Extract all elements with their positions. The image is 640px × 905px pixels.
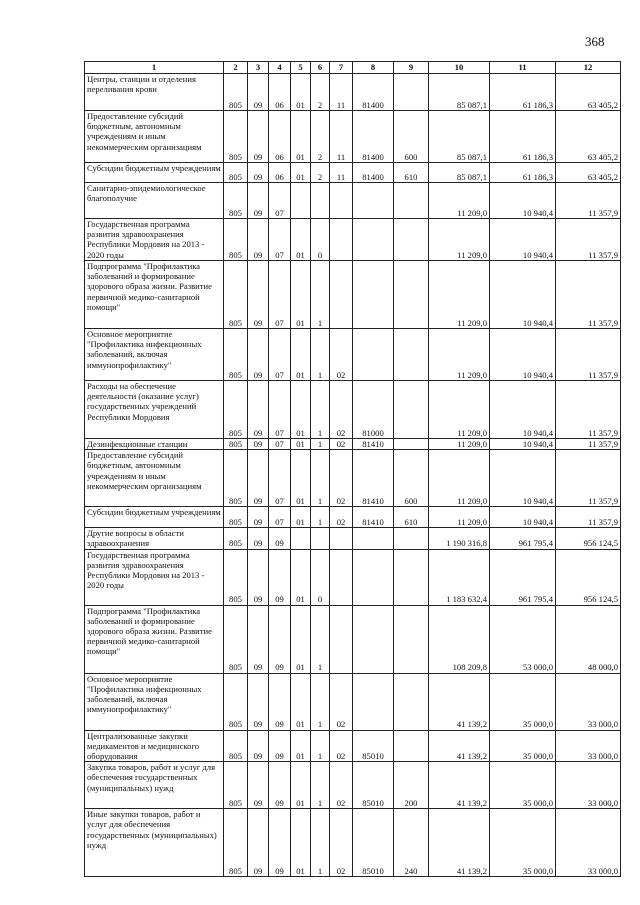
row-amount: 41 139,2 [429, 809, 490, 877]
row-name: Центры, станции и отделения переливания крови [85, 74, 224, 111]
table-row [85, 439, 621, 450]
row-amount: 48 000,0 [556, 605, 621, 673]
row-amount: 41 139,2 [429, 673, 490, 730]
table-row [85, 450, 621, 507]
row-code: 01 [291, 163, 311, 183]
row-amount: 63 405,2 [556, 111, 621, 163]
table-row [85, 528, 621, 549]
row-code: 805 [224, 528, 248, 549]
row-code: 09 [248, 381, 269, 439]
row-code: 01 [291, 809, 311, 877]
row-code [330, 528, 353, 549]
row-code: 09 [248, 762, 269, 809]
row-code [394, 549, 429, 605]
row-code [291, 183, 311, 219]
row-code: 06 [269, 111, 291, 163]
row-code: 805 [224, 673, 248, 730]
row-code [353, 528, 394, 549]
row-code: 07 [269, 507, 291, 528]
row-code: 1 [311, 450, 330, 507]
row-code: 805 [224, 183, 248, 219]
row-code: 07 [269, 261, 291, 329]
row-code [291, 528, 311, 549]
row-code: 1 [311, 507, 330, 528]
table-row [85, 381, 621, 439]
row-name: Иные закупки товаров, работ и услуг для обеспечения государственных (муниципальных) нужд [85, 809, 224, 877]
row-code: 1 [311, 381, 330, 439]
row-code: 01 [291, 605, 311, 673]
row-amount: 35 000,0 [490, 809, 556, 877]
column-header: 2 [224, 62, 248, 74]
row-code: 805 [224, 809, 248, 877]
row-code: 02 [330, 507, 353, 528]
row-amount: 61 186,3 [490, 111, 556, 163]
row-code: 85010 [353, 809, 394, 877]
row-code [394, 261, 429, 329]
row-code: 81000 [353, 381, 394, 439]
column-header: 12 [556, 62, 621, 74]
table-row [85, 507, 621, 528]
row-code: 600 [394, 111, 429, 163]
column-header: 8 [353, 62, 394, 74]
row-code: 81410 [353, 439, 394, 450]
row-code: 200 [394, 762, 429, 809]
row-code: 09 [248, 163, 269, 183]
row-code [394, 605, 429, 673]
row-amount: 961 795,4 [490, 528, 556, 549]
row-amount: 10 940,4 [490, 219, 556, 261]
row-code: 01 [291, 730, 311, 762]
row-code [353, 219, 394, 261]
row-name: Субсидии бюджетным учреждениям [85, 507, 224, 528]
row-code: 09 [248, 329, 269, 381]
row-code: 07 [269, 439, 291, 450]
column-header: 6 [311, 62, 330, 74]
row-amount: 11 209,0 [429, 183, 490, 219]
row-amount: 61 186,3 [490, 74, 556, 111]
row-amount: 11 357,9 [556, 450, 621, 507]
row-code: 01 [291, 450, 311, 507]
table-row [85, 74, 621, 111]
row-amount: 11 357,9 [556, 507, 621, 528]
row-code: 805 [224, 439, 248, 450]
row-code: 240 [394, 809, 429, 877]
row-code [353, 605, 394, 673]
page-number: 368 [585, 34, 605, 49]
row-code: 01 [291, 439, 311, 450]
table-row [85, 605, 621, 673]
row-code [394, 329, 429, 381]
row-amount: 1 183 632,4 [429, 549, 490, 605]
row-code: 02 [330, 329, 353, 381]
row-amount: 35 000,0 [490, 673, 556, 730]
row-code: 1 [311, 439, 330, 450]
row-amount: 10 940,4 [490, 329, 556, 381]
row-code: 1 [311, 329, 330, 381]
row-code [353, 261, 394, 329]
row-amount: 53 000,0 [490, 605, 556, 673]
row-code: 07 [269, 219, 291, 261]
row-code: 2 [311, 111, 330, 163]
row-amount: 85 087,1 [429, 163, 490, 183]
row-amount: 11 209,0 [429, 381, 490, 439]
row-code: 1 [311, 762, 330, 809]
row-amount: 11 357,9 [556, 439, 621, 450]
row-code: 1 [311, 730, 330, 762]
row-code: 09 [248, 730, 269, 762]
table-row [85, 762, 621, 809]
row-amount: 41 139,2 [429, 730, 490, 762]
row-code [353, 549, 394, 605]
row-amount: 35 000,0 [490, 730, 556, 762]
row-code: 805 [224, 450, 248, 507]
row-code: 11 [330, 163, 353, 183]
row-code [330, 183, 353, 219]
row-code [330, 261, 353, 329]
row-code: 01 [291, 762, 311, 809]
row-amount: 33 000,0 [556, 673, 621, 730]
row-amount: 1 190 316,8 [429, 528, 490, 549]
row-code: 07 [269, 450, 291, 507]
row-name: Государственная программа развития здравоохранения Республики Мордовия на 2013 - 2020 годы [85, 219, 224, 261]
row-code: 600 [394, 450, 429, 507]
row-code: 09 [248, 809, 269, 877]
column-header: 1 [85, 62, 224, 74]
row-name: Предоставление субсидий бюджетным, автономным учреждениям и иным некоммерческим организациям [85, 111, 224, 163]
row-name: Основное мероприятие "Профилактика инфекционных заболеваний, включая иммунопрофилактику" [85, 329, 224, 381]
row-code: 805 [224, 219, 248, 261]
row-amount: 11 209,0 [429, 439, 490, 450]
row-code: 85010 [353, 730, 394, 762]
row-amount: 85 087,1 [429, 111, 490, 163]
row-name: Основное мероприятие "Профилактика инфекционных заболеваний, включая иммунопрофилактику" [85, 673, 224, 730]
row-code: 01 [291, 673, 311, 730]
row-code: 81400 [353, 111, 394, 163]
row-amount: 85 087,1 [429, 74, 490, 111]
row-name: Расходы на обеспечение деятельности (оказание услуг) государственных учреждений Республики Мордовия [85, 381, 224, 439]
row-code: 09 [269, 528, 291, 549]
table-row [85, 261, 621, 329]
row-code: 07 [269, 329, 291, 381]
row-code: 1 [311, 809, 330, 877]
row-code: 01 [291, 111, 311, 163]
row-name: Государственная программа развития здравоохранения Республики Мордовия на 2013 - 2020 годы [85, 549, 224, 605]
row-code: 02 [330, 450, 353, 507]
column-header: 5 [291, 62, 311, 74]
row-code: 81410 [353, 450, 394, 507]
row-amount: 956 124,5 [556, 528, 621, 549]
row-amount: 11 357,9 [556, 329, 621, 381]
row-code [394, 528, 429, 549]
row-code: 1 [311, 673, 330, 730]
row-code: 805 [224, 74, 248, 111]
row-code: 81400 [353, 163, 394, 183]
row-name: Предоставление субсидий бюджетным, автономным учреждениям и иным некоммерческим организациям [85, 450, 224, 507]
row-code [353, 183, 394, 219]
row-code [330, 605, 353, 673]
row-amount: 11 209,0 [429, 450, 490, 507]
row-code: 06 [269, 163, 291, 183]
row-code [353, 673, 394, 730]
row-code [394, 673, 429, 730]
row-name: Подпрограмма "Профилактика заболеваний и формирование здорового образа жизни. Развитие первичной медико-санитарной помощи" [85, 605, 224, 673]
row-amount: 10 940,4 [490, 261, 556, 329]
row-code: 09 [248, 74, 269, 111]
row-amount: 63 405,2 [556, 74, 621, 111]
table-header-row [85, 62, 621, 74]
row-amount: 11 209,0 [429, 261, 490, 329]
row-amount: 108 209,8 [429, 605, 490, 673]
table-row [85, 219, 621, 261]
row-amount: 35 000,0 [490, 762, 556, 809]
row-code [353, 329, 394, 381]
row-code: 0 [311, 549, 330, 605]
row-code: 81400 [353, 74, 394, 111]
row-name: Субсидии бюджетным учреждениям [85, 163, 224, 183]
row-code: 2 [311, 74, 330, 111]
row-amount: 11 209,0 [429, 329, 490, 381]
table-row [85, 111, 621, 163]
row-code: 07 [269, 381, 291, 439]
table-row [85, 183, 621, 219]
row-code: 09 [248, 261, 269, 329]
row-amount: 11 209,0 [429, 219, 490, 261]
row-name: Подпрограмма "Профилактика заболеваний и формирование здорового образа жизни. Развитие первичной медико-санитарной помощи" [85, 261, 224, 329]
table-row [85, 549, 621, 605]
row-amount: 11 357,9 [556, 219, 621, 261]
row-code: 81410 [353, 507, 394, 528]
row-code: 09 [248, 673, 269, 730]
row-code: 805 [224, 163, 248, 183]
row-amount: 956 124,5 [556, 549, 621, 605]
row-code: 805 [224, 730, 248, 762]
row-code: 805 [224, 507, 248, 528]
row-code: 1 [311, 605, 330, 673]
row-amount: 961 795,4 [490, 549, 556, 605]
row-code [330, 549, 353, 605]
row-amount: 10 940,4 [490, 450, 556, 507]
row-code: 09 [248, 605, 269, 673]
row-code [394, 381, 429, 439]
row-amount: 11 209,0 [429, 507, 490, 528]
row-code: 02 [330, 439, 353, 450]
row-amount: 33 000,0 [556, 809, 621, 877]
row-code: 01 [291, 507, 311, 528]
row-code [394, 74, 429, 111]
row-code: 09 [269, 605, 291, 673]
row-amount: 11 357,9 [556, 381, 621, 439]
row-name: Закупка товаров, работ и услуг для обеспечения государственных (муниципальных) нужд [85, 762, 224, 809]
row-code [330, 219, 353, 261]
row-code: 07 [269, 183, 291, 219]
row-code: 09 [269, 762, 291, 809]
row-code: 09 [248, 450, 269, 507]
row-code: 01 [291, 261, 311, 329]
row-code: 805 [224, 762, 248, 809]
row-code: 01 [291, 549, 311, 605]
row-code: 85010 [353, 762, 394, 809]
row-code: 09 [248, 439, 269, 450]
row-amount: 11 357,9 [556, 261, 621, 329]
row-code: 1 [311, 261, 330, 329]
row-code: 09 [269, 730, 291, 762]
row-code: 02 [330, 762, 353, 809]
column-header: 4 [269, 62, 291, 74]
row-code: 11 [330, 74, 353, 111]
table-row [85, 163, 621, 183]
row-code: 2 [311, 163, 330, 183]
row-code: 01 [291, 219, 311, 261]
row-code [311, 528, 330, 549]
row-code: 09 [248, 183, 269, 219]
column-header: 10 [429, 62, 490, 74]
row-amount: 11 357,9 [556, 183, 621, 219]
row-name: Централизованные закупки медикаментов и медицинского оборудования [85, 730, 224, 762]
table-body [85, 74, 621, 877]
row-code: 0 [311, 219, 330, 261]
row-amount: 33 000,0 [556, 762, 621, 809]
row-code: 610 [394, 163, 429, 183]
row-code: 02 [330, 730, 353, 762]
column-header: 9 [394, 62, 429, 74]
table-row [85, 730, 621, 762]
row-code: 805 [224, 329, 248, 381]
column-header: 3 [248, 62, 269, 74]
row-code: 805 [224, 111, 248, 163]
row-code: 01 [291, 329, 311, 381]
row-code: 01 [291, 74, 311, 111]
row-code: 09 [248, 219, 269, 261]
table-row [85, 809, 621, 877]
column-header: 7 [330, 62, 353, 74]
row-amount: 10 940,4 [490, 381, 556, 439]
row-code: 11 [330, 111, 353, 163]
row-code [311, 183, 330, 219]
table-row [85, 329, 621, 381]
row-code: 09 [248, 528, 269, 549]
row-code: 01 [291, 381, 311, 439]
budget-table [84, 61, 621, 877]
row-code: 805 [224, 605, 248, 673]
row-amount: 10 940,4 [490, 507, 556, 528]
row-name: Другие вопросы в области здравоохранения [85, 528, 224, 549]
row-code: 09 [248, 507, 269, 528]
row-code: 06 [269, 74, 291, 111]
row-code: 09 [269, 673, 291, 730]
row-amount: 41 139,2 [429, 762, 490, 809]
row-code: 09 [269, 549, 291, 605]
row-amount: 61 186,3 [490, 163, 556, 183]
row-amount: 10 940,4 [490, 183, 556, 219]
row-code: 610 [394, 507, 429, 528]
row-code: 02 [330, 809, 353, 877]
column-header: 11 [490, 62, 556, 74]
row-code [394, 219, 429, 261]
row-code: 09 [248, 111, 269, 163]
row-code: 805 [224, 381, 248, 439]
row-code: 02 [330, 673, 353, 730]
row-code: 805 [224, 549, 248, 605]
row-code: 02 [330, 381, 353, 439]
row-code [394, 730, 429, 762]
row-code: 805 [224, 261, 248, 329]
row-name: Дезинфекционные станции [85, 439, 224, 450]
row-name: Санитарно-эпидемиологическое благополучие [85, 183, 224, 219]
row-code: 09 [269, 809, 291, 877]
table-row [85, 673, 621, 730]
row-code [394, 183, 429, 219]
row-amount: 33 000,0 [556, 730, 621, 762]
row-code: 09 [248, 549, 269, 605]
row-amount: 63 405,2 [556, 163, 621, 183]
row-code [394, 439, 429, 450]
row-amount: 10 940,4 [490, 439, 556, 450]
